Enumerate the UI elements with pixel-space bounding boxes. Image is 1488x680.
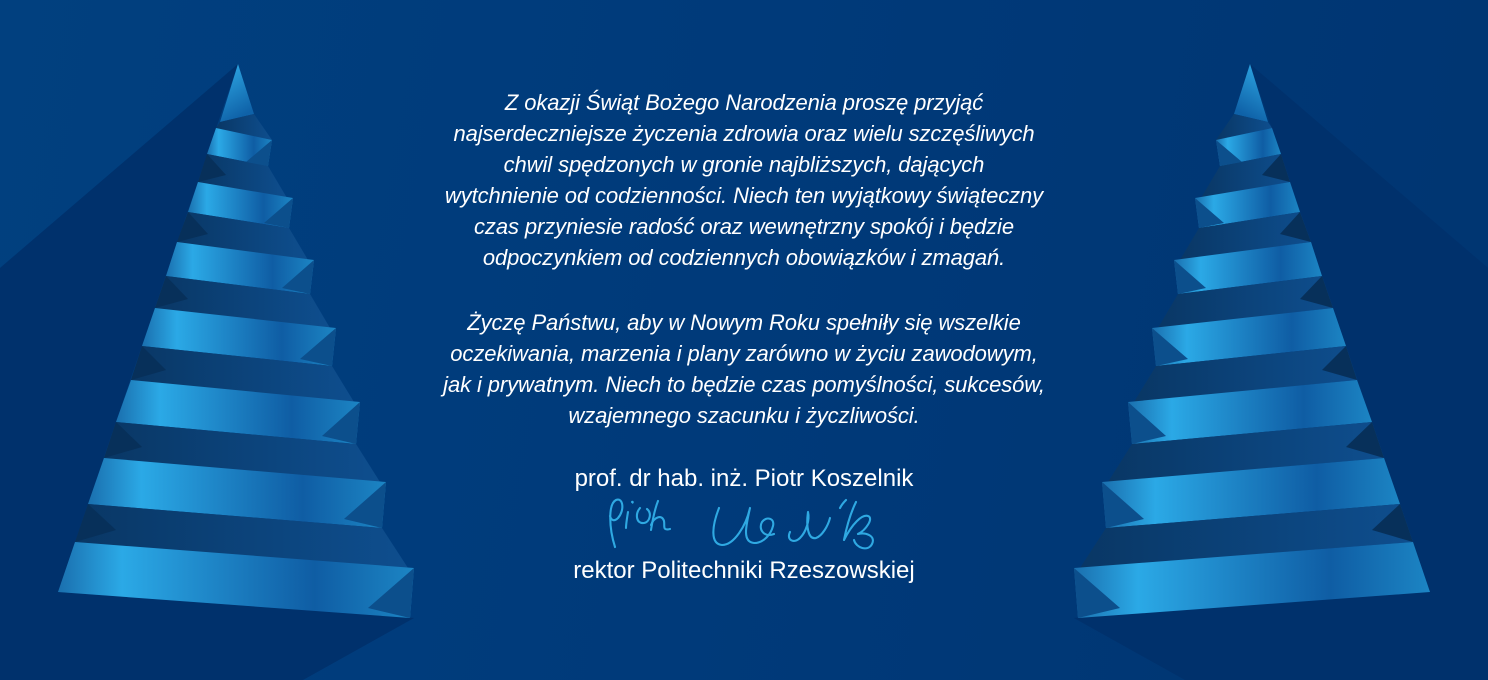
wishes-line: oczekiwania, marzenia i plany zarówno w życiu zawodowym,: [450, 341, 1038, 366]
wishes-line: chwil spędzonych w gronie najbliższych, dających: [503, 152, 985, 177]
wishes-line: Życzę Państwu, aby w Nowym Roku spełniły się wszelkie: [467, 310, 1021, 335]
wishes-line: jak i prywatnym. Niech to będzie czas pomyślności, sukcesów,: [443, 372, 1045, 397]
card-content: [374, 0, 1114, 586]
wishes-line: wzajemnego szacunku i życzliwości.: [568, 403, 920, 428]
wishes-line: Z okazji Świąt Bożego Narodzenia proszę przyjąć: [504, 90, 984, 115]
wishes-line: odpoczynkiem od codziennych obowiązków i zmagań.: [482, 245, 1006, 270]
wishes-line: czas przyniesie radość oraz wewnętrzny spokój i będzie: [474, 214, 1014, 239]
wishes-paragraph-2: [374, 307, 1114, 431]
sender-name: prof. dr hab. inż. Piotr Koszelnik: [574, 465, 914, 492]
wishes-paragraph-1: [374, 87, 1114, 273]
wishes-line: najserdeczniejsze życzenia zdrowia oraz wielu szczęśliwych: [453, 121, 1035, 146]
wishes-line: wytchnienie od codzienności. Niech ten wyjątkowy świąteczny: [444, 183, 1044, 208]
sender-role: rektor Politechniki Rzeszowskiej: [573, 557, 915, 584]
signature-handwriting-icon: [594, 494, 894, 558]
